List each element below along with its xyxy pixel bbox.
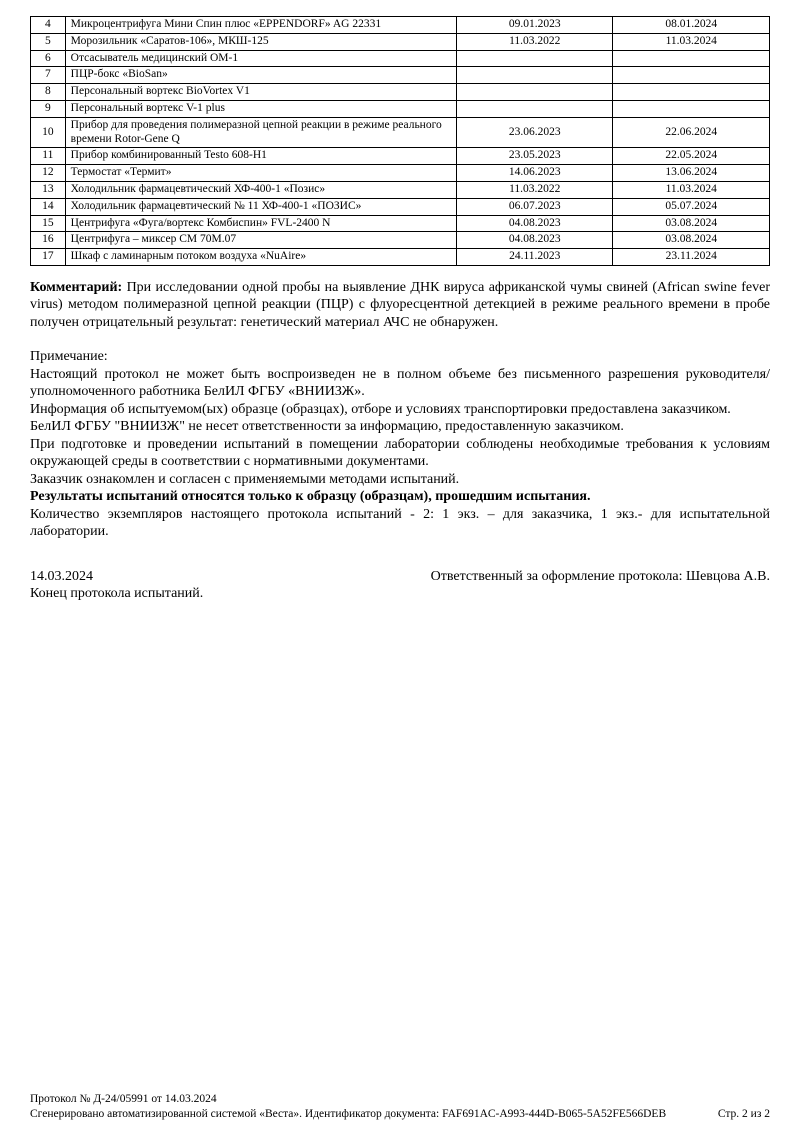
cell-equipment-name: Термостат «Термит»: [65, 165, 456, 182]
cell-verification-date: [456, 67, 613, 84]
signature-row: [30, 568, 770, 586]
cell-equipment-name: ПЦР-бокс «BioSan»: [65, 67, 456, 84]
note-line: Настоящий протокол не может быть воспроизведен не в полном объеме без письменного разрешения руководителя/уполномоченного работника БелИЛ ФГБУ «ВНИИЗЖ».: [30, 366, 770, 400]
footer-row: [30, 1107, 770, 1122]
cell-row-number: 12: [31, 165, 66, 182]
cell-row-number: 7: [31, 67, 66, 84]
cell-row-number: 16: [31, 232, 66, 249]
notes-bold-line: Результаты испытаний относятся только к образцу (образцам), прошедшим испытания.: [30, 489, 591, 505]
equipment-table-body: [31, 17, 770, 266]
cell-equipment-name: Прибор для проведения полимеразной цепной реакции в режиме реального времени Rotor-Gene Q: [65, 117, 456, 148]
table-row: [31, 165, 770, 182]
cell-verification-date: [456, 50, 613, 67]
cell-equipment-name: Прибор комбинированный Testo 608-H1: [65, 148, 456, 165]
cell-verification-date: 14.06.2023: [456, 165, 613, 182]
cell-valid-until-date: 11.03.2024: [613, 181, 770, 198]
cell-verification-date: 11.03.2022: [456, 33, 613, 50]
cell-row-number: 15: [31, 215, 66, 232]
cell-row-number: 11: [31, 148, 66, 165]
cell-equipment-name: Персональный вортекс V-1 plus: [65, 100, 456, 117]
cell-row-number: 13: [31, 181, 66, 198]
table-row: [31, 50, 770, 67]
page-footer: [30, 1092, 770, 1122]
table-row: [31, 17, 770, 34]
cell-verification-date: [456, 84, 613, 101]
end-of-protocol-line: Конец протокола испытаний.: [30, 586, 204, 602]
cell-row-number: 9: [31, 100, 66, 117]
cell-verification-date: 11.03.2022: [456, 181, 613, 198]
cell-row-number: 14: [31, 198, 66, 215]
cell-valid-until-date: [613, 50, 770, 67]
note-line: Заказчик ознакомлен и согласен с применяемыми методами испытаний.: [30, 471, 460, 487]
table-row: [31, 148, 770, 165]
table-row: [31, 67, 770, 84]
cell-verification-date: 23.06.2023: [456, 117, 613, 148]
cell-verification-date: 09.01.2023: [456, 17, 613, 34]
comment-text: При исследовании одной пробы на выявление ДНК вируса африканской чумы свиней (African swine fever virus) методом полимеразной цепной реакции (ПЦР) с флуоресцентной детекцией в режиме реального времени в пробе получен отрицательный результат: генетический материал АЧС не обнаружен.: [30, 279, 770, 330]
cell-valid-until-date: [613, 67, 770, 84]
cell-equipment-name: Центрифуга – миксер СМ 70М.07: [65, 232, 456, 249]
cell-valid-until-date: 03.08.2024: [613, 232, 770, 249]
cell-row-number: 5: [31, 33, 66, 50]
cell-valid-until-date: 05.07.2024: [613, 198, 770, 215]
footer-protocol-number: Протокол № Д-24/05991 от 14.03.2024: [30, 1093, 217, 1105]
table-row: [31, 84, 770, 101]
cell-row-number: 8: [31, 84, 66, 101]
comment-paragraph: [30, 279, 770, 332]
cell-valid-until-date: 22.05.2024: [613, 148, 770, 165]
protocol-date: 14.03.2024: [30, 568, 93, 584]
table-row: [31, 215, 770, 232]
cell-equipment-name: Персональный вортекс BioVortex V1: [65, 84, 456, 101]
cell-equipment-name: Микроцентрифуга Мини Спин плюс «EPPENDORF» AG 22331: [65, 17, 456, 34]
table-row: [31, 198, 770, 215]
cell-equipment-name: Морозильник «Саратов-106», МКШ-125: [65, 33, 456, 50]
notes-copies-line: Количество экземпляров настоящего протокола испытаний - 2: 1 экз. – для заказчика, 1 экз.- для испытательной лаборатории.: [30, 506, 770, 540]
cell-verification-date: 06.07.2023: [456, 198, 613, 215]
cell-valid-until-date: [613, 100, 770, 117]
note-line: БелИЛ ФГБУ "ВНИИЗЖ" не несет ответственности за информацию, предоставленную заказчиком.: [30, 419, 624, 435]
table-row: [31, 100, 770, 117]
table-row: [31, 232, 770, 249]
cell-valid-until-date: 03.08.2024: [613, 215, 770, 232]
cell-verification-date: 24.11.2023: [456, 249, 613, 266]
notes-block: [30, 348, 770, 541]
equipment-table: [30, 16, 770, 266]
cell-row-number: 4: [31, 17, 66, 34]
cell-row-number: 10: [31, 117, 66, 148]
cell-equipment-name: Холодильник фармацевтический № 11 ХФ-400-1 «ПОЗИС»: [65, 198, 456, 215]
cell-row-number: 6: [31, 50, 66, 67]
cell-verification-date: 04.08.2023: [456, 232, 613, 249]
cell-valid-until-date: 08.01.2024: [613, 17, 770, 34]
cell-equipment-name: Шкаф с ламинарным потоком воздуха «NuAire»: [65, 249, 456, 266]
cell-valid-until-date: 23.11.2024: [613, 249, 770, 266]
cell-valid-until-date: 13.06.2024: [613, 165, 770, 182]
table-row: [31, 249, 770, 266]
notes-lines: [30, 366, 770, 489]
cell-valid-until-date: 11.03.2024: [613, 33, 770, 50]
footer-generated-line: Сгенерировано автоматизированной системой «Веста». Идентификатор документа: FAF691AC-A993-444D-B065-5A52FE566DEB: [30, 1108, 667, 1120]
document-page: [30, 16, 770, 603]
cell-valid-until-date: 22.06.2024: [613, 117, 770, 148]
cell-equipment-name: Холодильник фармацевтический ХФ-400-1 «Позис»: [65, 181, 456, 198]
notes-label: Примечание:: [30, 349, 108, 365]
cell-verification-date: 23.05.2023: [456, 148, 613, 165]
cell-equipment-name: Центрифуга «Фуга/вортекс Комбиспин» FVL-2400 N: [65, 215, 456, 232]
note-line: При подготовке и проведении испытаний в помещении лаборатории соблюдены необходимые требования к условиям окружающей среды в соответствии с нормативными документами.: [30, 436, 770, 470]
cell-valid-until-date: [613, 84, 770, 101]
cell-row-number: 17: [31, 249, 66, 266]
cell-verification-date: 04.08.2023: [456, 215, 613, 232]
table-row: [31, 117, 770, 148]
responsible-person: Ответственный за оформление протокола: Шевцова А.В.: [430, 568, 770, 584]
comment-label: Комментарий:: [30, 279, 123, 295]
table-row: [31, 181, 770, 198]
cell-verification-date: [456, 100, 613, 117]
table-row: [31, 33, 770, 50]
note-line: Информация об испытуемом(ых) образце (образцах), отборе и условиях транспортировки предоставлена заказчиком.: [30, 401, 731, 417]
footer-page-number: Стр. 2 из 2: [717, 1108, 770, 1120]
cell-equipment-name: Отсасыватель медицинский ОМ-1: [65, 50, 456, 67]
